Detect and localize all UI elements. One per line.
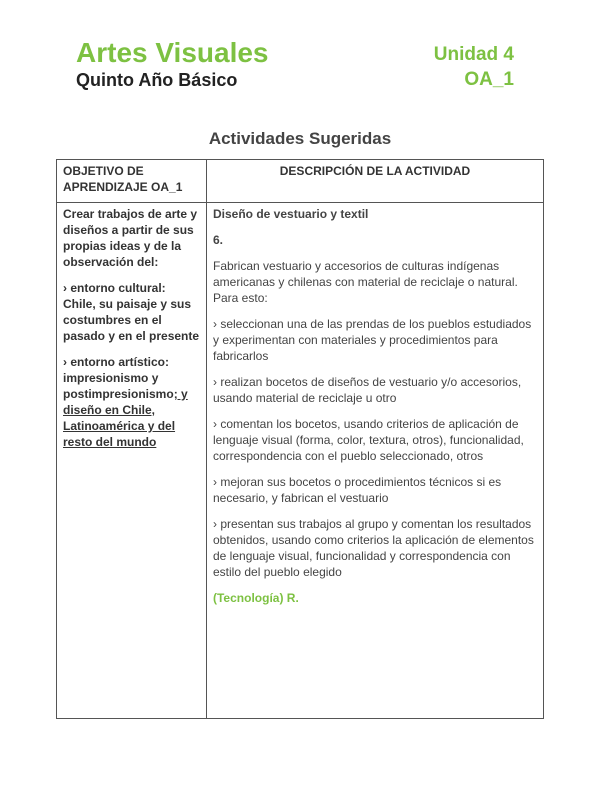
activities-table <box>56 159 544 719</box>
description-cell <box>207 203 544 719</box>
activity-number: 6. <box>213 233 224 247</box>
objective-item-artistic <box>63 354 200 450</box>
oa-label: OA_1 <box>464 69 514 90</box>
unit-label: Unidad 4 <box>433 44 514 65</box>
objective-cell <box>57 203 207 719</box>
activity-intro: Fabrican vestuario y accesorios de culturas indígenas americanas y chilenas con material de reciclaje o natural. Para esto: <box>213 259 518 305</box>
description-header: DESCRIPCIÓN DE LA ACTIVIDAD <box>207 160 544 203</box>
subject-title: Artes Visuales <box>76 37 269 68</box>
objective-item-artistic-text: › entorno artístico: impresionismo y postimpresionismo <box>63 355 174 401</box>
section-title: Actividades Sugeridas <box>208 129 392 148</box>
activity-step: › presentan sus trabajos al grupo y comentan los resultados obtenidos, usando como criterios la aplicación de elementos de lenguaje visual, funcionalidad y correspondencia con estilo del pueblo elegido <box>213 517 534 579</box>
activity-step: › seleccionan una de las prendas de los pueblos estudiados y experimentan con materiales y procedimientos para fabricarlos <box>213 317 532 363</box>
objective-header: OBJETIVO DE APRENDIZAJE OA_1 <box>57 160 207 203</box>
header-right <box>434 44 514 91</box>
activity-step: › comentan los bocetos, usando criterios de aplicación de lenguaje visual (forma, color, textura, otros), funcionalidad, correspondencia con el pueblo seleccionado, otros <box>213 417 524 463</box>
objective-item-cultural: › entorno cultural: Chile, su paisaje y sus costumbres en el pasado y en el presente <box>63 281 200 343</box>
objective-item-artistic-underlined: ; y diseño en Chile, Latinoamérica y del resto del mundo <box>63 387 188 449</box>
activity-step: › mejoran sus bocetos o procedimientos técnicos si es necesario, y fabrican el vestuario <box>213 475 502 505</box>
activity-title: Diseño de vestuario y textil <box>213 207 369 221</box>
header-left <box>76 38 269 91</box>
table-row <box>57 203 544 719</box>
course-level: Quinto Año Básico <box>76 70 238 90</box>
table-header-row <box>57 160 544 203</box>
objective-intro: Crear trabajos de arte y diseños a partir de sus propias ideas y de la observación del: <box>63 207 198 269</box>
activity-step: › realizan bocetos de diseños de vestuario y/o accesorios, usando material de reciclaje u otro <box>213 375 522 405</box>
activity-note: (Tecnología) R. <box>213 591 299 605</box>
